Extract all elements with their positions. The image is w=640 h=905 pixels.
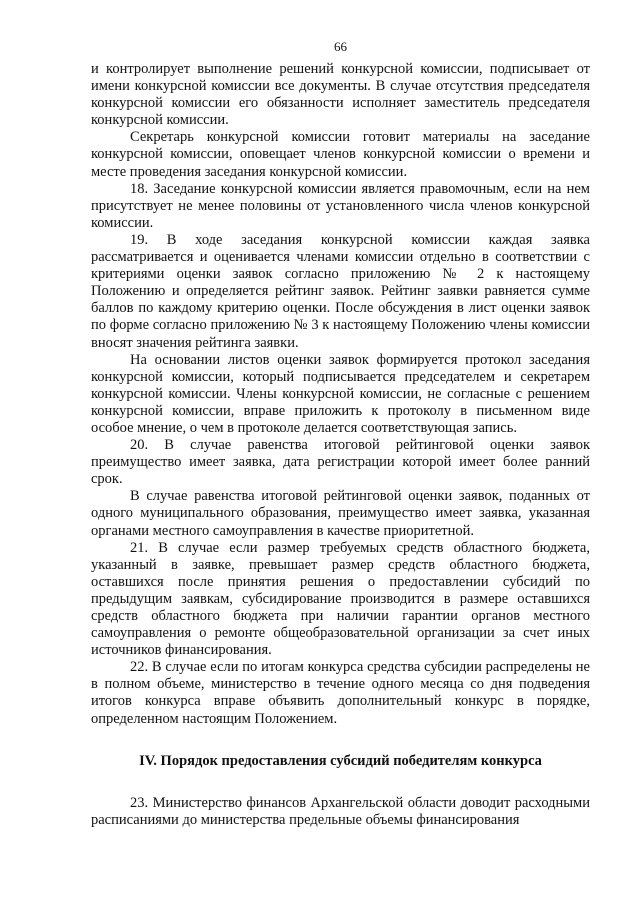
paragraph-secretary: Секретарь конкурсной комиссии готовит материалы на заседание конкурсной комиссии, оповещает членов конкурсной комиссии о времени и месте проведения заседания конкурсной комиссии. [91, 129, 590, 180]
section-heading: IV. Порядок предоставления субсидий победителям конкурса [139, 752, 542, 769]
paragraph-clause-20: 20. В случае равенства итоговой рейтинговой оценки заявок преимущество имеет заявка, дата регистрации которой имеет более ранний срок. [91, 437, 590, 488]
paragraph-clause-19: 19. В ходе заседания конкурсной комиссии каждая заявка рассматривается и оценивается членами комиссии отдельно в соответствии с критериями оценки заявок согласно приложению № 2 к настоящему Положению и определяется рейтинг заявок. Рейтинг заявки равняется сумме баллов по каждому критерию оценки. После обсуждения в лист оценки заявок по форме согласно приложению № 3 к настоящему Положению члены комиссии вносят значения рейтинга заявки. [91, 231, 590, 351]
body-text-after-heading [91, 795, 590, 829]
paragraph-clause-21: 21. В случае если размер требуемых средств областного бюджета, указанный в заявке, превышает размер средств областного бюджета, оставшихся после принятия решения о предоставлении субсидий по предыдущим заявкам, субсидирование производится в размере оставшихся средств областного бюджета при наличии гарантии органов местного самоуправления о ремонте общеобразовательной организации за счет иных источников финансирования. [91, 539, 590, 659]
page-number: 66 [334, 39, 347, 54]
paragraph-equal-rating: В случае равенства итоговой рейтинговой оценки заявок, поданных от одного муниципального образования, преимущество имеет заявка, указанная органами местного самоуправления в качестве приоритетной. [91, 488, 590, 539]
paragraph-clause-22: 22. В случае если по итогам конкурса средства субсидии распределены не в полном объеме, министерство в течение одного месяца со дня подведения итогов конкурса вправе объявить дополнительный конкурс в порядке, определенном настоящим Положением. [91, 659, 590, 727]
paragraph-continuation: и контролирует выполнение решений конкурсной комиссии, подписывает от имени конкурсной комиссии все документы. В случае отсутствия председателя конкурсной комиссии его обязанности исполняет заместитель председателя конкурсной комиссии. [91, 61, 590, 129]
paragraph-protocol: На основании листов оценки заявок формируется протокол заседания конкурсной комиссии, который подписывается председателем и секретарем конкурсной комиссии. Члены конкурсной комиссии, не согласные с решением конкурсной комиссии, вправе приложить к протоколу в письменном виде особое мнение, о чем в протоколе делается соответствующая запись. [91, 351, 590, 436]
paragraph-clause-18: 18. Заседание конкурсной комиссии является правомочным, если на нем присутствует не менее половины от установленного числа членов конкурсной комиссии. [91, 180, 590, 231]
paragraph-clause-23: 23. Министерство финансов Архангельской области доводит расходными расписаниями до министерства предельные объемы финансирования [91, 794, 590, 828]
body-text-before-heading [91, 61, 590, 728]
